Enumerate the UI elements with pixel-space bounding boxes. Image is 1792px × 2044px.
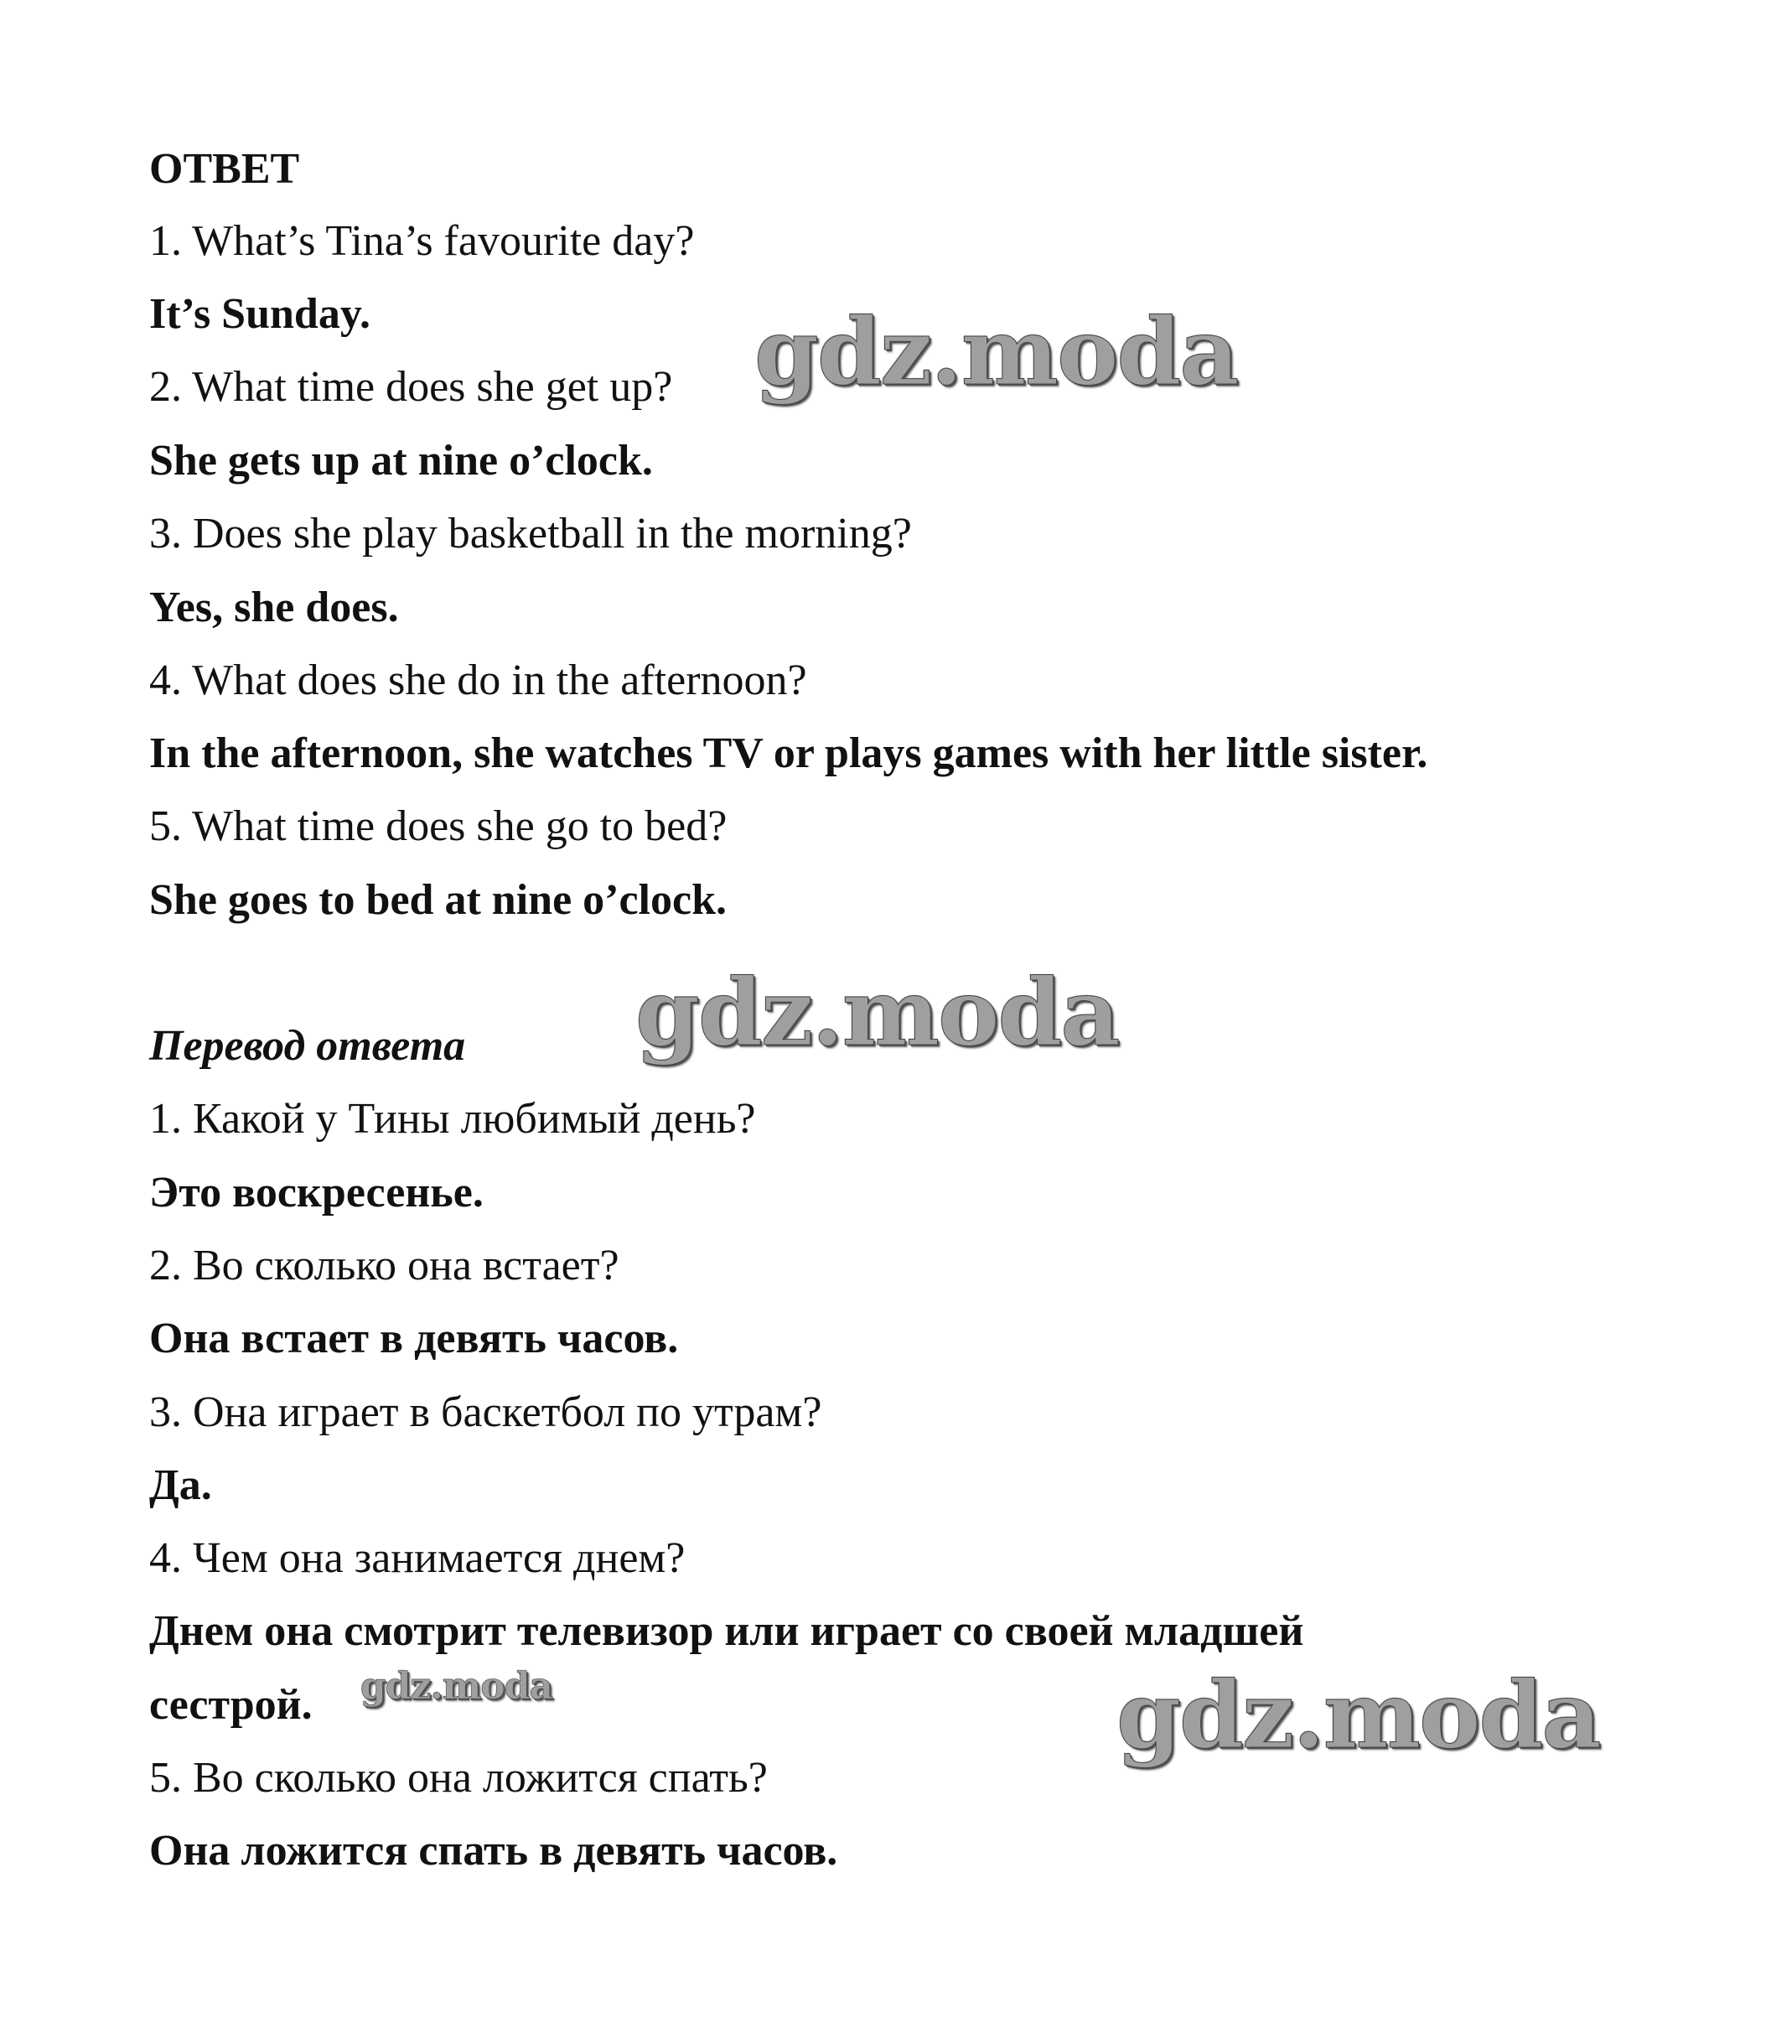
english-answer-5: She goes to bed at nine o’clock. (149, 876, 727, 924)
english-answer-2: She gets up at nine o’clock. (149, 437, 653, 485)
watermark-logo-2: gdz.moda (635, 958, 1119, 1066)
russian-answer-3: Да. (149, 1461, 212, 1509)
russian-question-5: 5. Во сколько она ложится спать? (149, 1754, 768, 1802)
russian-answer-4-line-2: сестрой. (149, 1681, 313, 1729)
english-question-1: 1. What’s Tina’s favourite day? (149, 217, 695, 265)
russian-answer-2: Она встает в девять часов. (149, 1315, 679, 1362)
russian-question-2: 2. Во сколько она встает? (149, 1242, 619, 1289)
russian-question-1: 1. Какой у Тины любимый день? (149, 1095, 756, 1143)
english-answer-4: In the afternoon, she watches TV or plays games with her little sister. (149, 729, 1428, 777)
english-question-4: 4. What does she do in the afternoon? (149, 656, 807, 704)
russian-question-4: 4. Чем она занимается днем? (149, 1534, 686, 1582)
translation-heading: Перевод ответа (149, 1022, 466, 1070)
russian-question-3: 3. Она играет в баскетбол по утрам? (149, 1388, 822, 1436)
russian-answer-4-line-1: Днем она смотрит телевизор или играет со своей младшей (149, 1607, 1304, 1655)
watermark-logo-4: gdz.moda (1116, 1661, 1600, 1769)
english-question-3: 3. Does she play basketball in the morning? (149, 510, 912, 558)
answer-heading: ОТВЕТ (149, 145, 300, 193)
english-answer-3: Yes, she does. (149, 584, 399, 631)
english-question-5: 5. What time does she go to bed? (149, 802, 728, 850)
russian-answer-1: Это воскресенье. (149, 1169, 484, 1217)
russian-answer-5: Она ложится спать в девять часов. (149, 1827, 838, 1875)
english-question-2: 2. What time does she get up? (149, 363, 673, 411)
watermark-logo-3: gdz.moda (360, 1665, 553, 1708)
english-answer-1: It’s Sunday. (149, 290, 370, 338)
watermark-logo-1: gdz.moda (754, 298, 1238, 406)
